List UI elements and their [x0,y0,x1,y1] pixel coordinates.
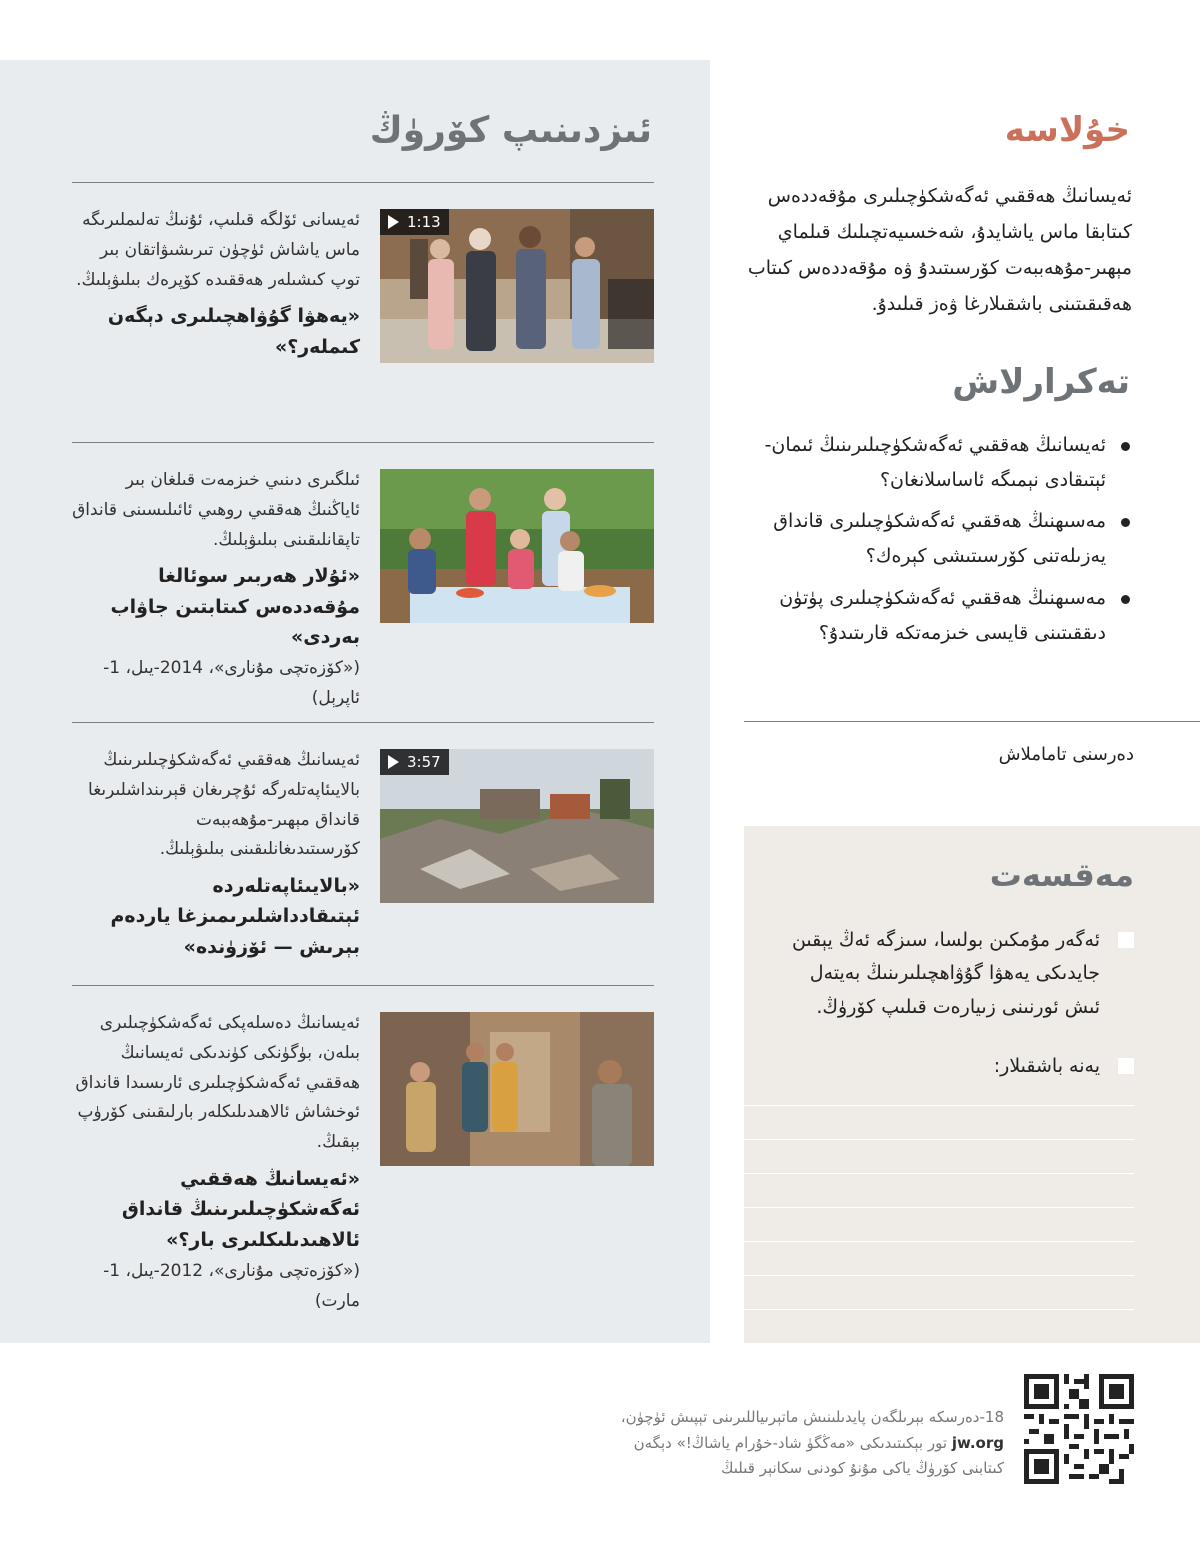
footer-note [544,1405,1004,1482]
summary-text: ئەيسانىڭ ھەققىي ئەگەشكۈچىلىرى مۇقەددەس كىتابقا ماس ياشايدۇ، شەخسىيەتچىلىك قىلماي مېھىر-مۇھەببەت كۆرسىتىدۇ ۋە مۇقەددەس كىتاب ھەقىقىتىنى باشقىلارغا ۋەز قىلىدۇ. [747,185,1132,316]
writing-line[interactable] [744,1241,1134,1242]
video-thumbnail-disaster[interactable] [380,749,654,903]
explore-item-description: ئەيسانى ئۆلگە قىلىپ، ئۇنىڭ تەلىملىرىگە ماس ياشاش ئۈچۈن تىرىشىۋاتقان بىر توپ كىشىلەر ھەققىدە كۆپرەك بىلىۋېلىڭ. [76,210,360,290]
explore-item-1 [70,206,360,362]
writing-line[interactable] [744,1173,1134,1174]
image-family-meal [380,469,654,623]
footer-line: كىتابنى كۆرۈڭ ياكى مۇنۇ كودنى سكانېر قىلىڭ [721,1459,1004,1477]
explore-item-2 [70,466,360,714]
explore-item-4 [70,1009,360,1316]
goal-item-text: يەنە باشقىلار: [993,1055,1100,1077]
goal-item [774,1050,1134,1083]
explore-item-link[interactable]: «يەھۋا گۇۋاھچىلىرى دېگەن كىملەر؟» [107,305,360,358]
writing-line[interactable] [744,1105,1134,1106]
explore-item-description: ئەيسانىڭ ھەققىي ئەگەشكۈچىلىرىنىڭ بالايىئاپەتلەرگە ئۇچرىغان قېرىنداشلىرىغا قانداق مېھىر-مۇھەببەت كۆرسىتىدىغانلىقىنى بىلىۋېلىڭ. [88,750,360,860]
explore-item-3 [70,746,360,962]
explore-title: ئىزدىنىپ كۆرۈڭ [369,110,652,151]
divider [744,721,1200,722]
review-list [742,428,1132,657]
goal-title: مەقسەت [989,856,1134,894]
writing-line[interactable] [744,1139,1134,1140]
divider [72,722,654,723]
goal-box [744,826,1200,1343]
explore-item-description: ئىلگىرى دىنىي خىزمەت قىلغان بىر ئاياڭنىڭ ھەققىي روھىي ئائىلىسىنى قانداق تاپقانلىقىنى بىلىۋېلىڭ. [72,470,360,550]
image-ancient-street [380,1012,654,1166]
goal-checkbox[interactable] [1118,1058,1134,1074]
complete-lesson-label[interactable]: دەرسنى تاماملاش [998,744,1134,765]
explore-item-source: («كۆزەتچى مۇنارى»، 2014-يىل، 1-ئاپرېل) [103,658,360,709]
video-thumbnail-street[interactable] [380,209,654,363]
footer-line-rest: تور بېكىتىدىكى «مەڭگۈ شاد-خۇرام ياشاڭ!» دېگەن [633,1433,952,1452]
review-question: ئەيسانىڭ ھەققىي ئەگەشكۈچىلىرىنىڭ ئىمان-ئېتىقادى نېمىگە ئاساسلانغان؟ [742,428,1132,498]
explore-item-link[interactable]: «بالايىئاپەتلەردە ئېتىقادداشلىرىمىزغا ياردەم بېرىش — ئۆزۈندە» [110,875,360,958]
review-question: مەسىھنىڭ ھەققىي ئەگەشكۈچىلىرى قانداق يەزىلەتنى كۆرسىتىشى كېرەك؟ [742,504,1132,574]
video-duration: 3:57 [407,753,441,771]
video-duration: 1:13 [407,213,441,231]
explore-panel [0,60,710,1343]
qr-code-icon[interactable] [1024,1374,1134,1484]
divider [72,985,654,986]
play-icon [388,215,399,229]
review-title: تەكرارلاش [952,362,1130,402]
explore-item-link[interactable]: «ئۇلار ھەربىر سوئالغا مۇقەددەس كىتابتىن جاۋاب بەردى» [110,565,360,649]
goal-item [774,924,1134,1024]
writing-line[interactable] [744,1207,1134,1208]
divider [72,182,654,183]
family-meal-image [380,469,654,623]
jw-org-link[interactable]: jw.org [951,1433,1004,1452]
writing-line[interactable] [744,1309,1134,1310]
video-duration-badge [380,209,449,235]
writing-line[interactable] [744,1275,1134,1276]
divider [72,442,654,443]
explore-item-description: ئەيسانىڭ دەسلەپكى ئەگەشكۈچىلىرى بىلەن، بۈگۈنكى كۈندىكى ئەيسانىڭ ھەققىي ئەگەشكۈچىلىرى ئارىسىدا قانداق ئوخشاش ئالاھىدىلىكلەر بارلىقىنى كۆرۈپ بېقىڭ. [75,1013,360,1152]
footer-line: 18-دەرسكە بېرىلگەن پايدىلىنىش ماتېرىياللىرىنى تېپىش ئۈچۈن، [620,1408,1004,1426]
play-icon [388,755,399,769]
explore-item-link[interactable]: «ئەيسانىڭ ھەققىي ئەگەشكۈچىلىرىنىڭ قانداق ئالاھىدىلىكلىرى بار؟» [121,1167,360,1251]
goal-checkbox[interactable] [1118,932,1134,948]
ancient-street-painting-image [380,1012,654,1166]
explore-item-source: («كۆزەتچى مۇنارى»، 2012-يىل، 1-مارت) [103,1260,360,1311]
video-duration-badge [380,749,449,775]
footer-line [544,1431,1004,1457]
summary-title: خۇلاسە [1004,110,1130,150]
goal-item-text: ئەگەر مۇمكىن بولسا، سىزگە ئەڭ يېقىن جايدىكى يەھۋا گۇۋاھچىلىرىنىڭ بەيتەل ئىش ئورنىنى زىيارەت قىلىپ كۆرۈڭ. [791,929,1100,1018]
review-question: مەسىھنىڭ ھەققىي ئەگەشكۈچىلىرى پۈتۈن دىققىتىنى قايسى خىزمەتكە قارىتىدۇ؟ [742,581,1132,651]
